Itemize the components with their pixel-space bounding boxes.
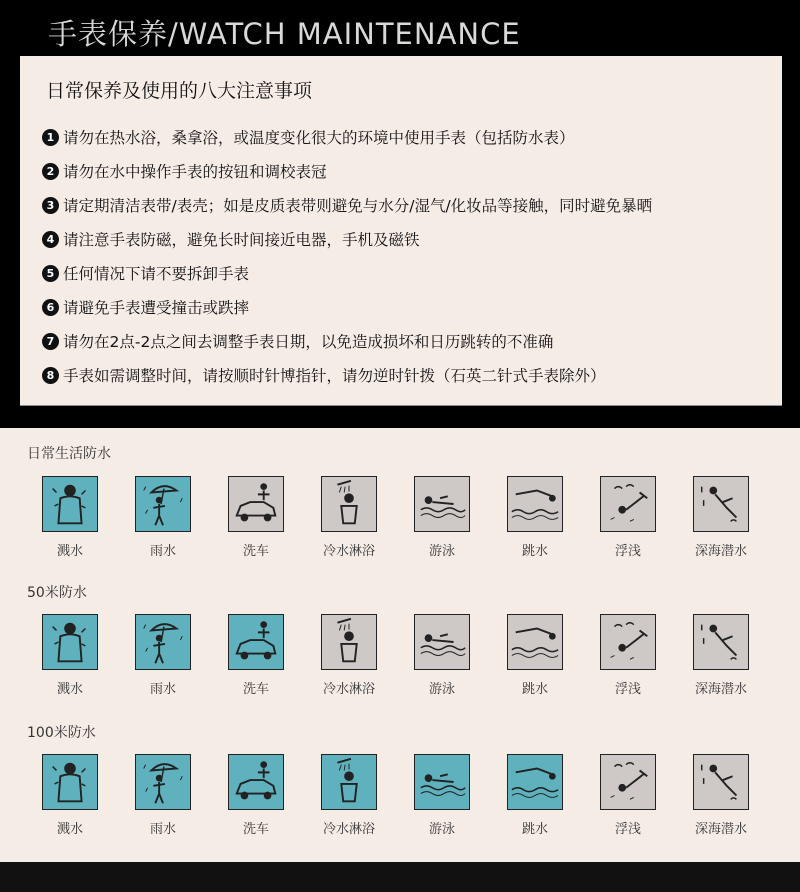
snorkeling-icon [600,754,656,810]
cold-shower-icon [321,754,377,810]
number-badge: 7 [42,333,59,350]
deep-sea-diving-icon [693,614,749,670]
diving-icon [507,476,563,532]
activity-cell [210,614,302,697]
divider [20,405,782,406]
activity-cell [582,754,674,837]
rain-umbrella-icon [135,476,191,532]
snorkeling-icon [600,476,656,532]
splash-icon [42,614,98,670]
activity-cell [210,754,302,837]
swimming-icon [414,476,470,532]
activity-cell [117,754,209,837]
notice-item [42,324,652,358]
splash-icon [42,754,98,810]
activity-cell [582,614,674,697]
activity-label: 深海潜水 [694,544,747,559]
swimming-icon [414,614,470,670]
page-title: 手表保养/WATCH MAINTENANCE [48,17,521,51]
notice-item [42,256,652,290]
number-badge: 2 [42,163,59,180]
cold-shower-icon [321,476,377,532]
activity-cell [303,614,395,697]
swimming-icon [414,754,470,810]
activity-label: 浮浅 [614,544,641,559]
number-badge: 4 [42,231,59,248]
activity-cell [303,476,395,559]
activity-cell [489,476,581,559]
activity-cell [675,754,767,837]
level-label-daily: 日常生活防水 [27,446,111,462]
activity-label: 洗车 [242,682,269,697]
activity-label: 游泳 [428,544,455,559]
level-label-50m: 50米防水 [27,585,87,601]
notice-item [42,154,652,188]
notice-text: 请注意手表防磁，避免长时间接近电器，手机及磁铁 [63,231,420,249]
activity-label: 洗车 [242,822,269,837]
splash-icon [42,476,98,532]
activity-cell [396,754,488,837]
activity-label: 深海潜水 [694,682,747,697]
activity-label: 雨水 [149,544,176,559]
notice-item [42,188,652,222]
number-badge: 3 [42,197,59,214]
notice-text: 请勿在水中操作手表的按钮和调校表冠 [63,163,327,181]
activity-label: 雨水 [149,822,176,837]
number-badge: 8 [42,367,59,384]
level-row-daily [0,476,800,576]
car-wash-icon [228,614,284,670]
activity-label: 游泳 [428,682,455,697]
activity-label: 浮浅 [614,682,641,697]
deep-sea-diving-icon [693,754,749,810]
activity-label: 冷水淋浴 [322,544,375,559]
activity-cell [582,476,674,559]
activity-cell [489,614,581,697]
activity-cell [117,476,209,559]
activity-cell [117,614,209,697]
number-badge: 1 [42,129,59,146]
activity-label: 雨水 [149,682,176,697]
notice-panel [20,56,782,406]
activity-label: 溅水 [56,822,83,837]
notice-title: 日常保养及使用的八大注意事项 [46,80,313,102]
diving-icon [507,754,563,810]
footer-bar [0,862,800,892]
activity-label: 溅水 [56,544,83,559]
activity-cell [24,754,116,837]
cold-shower-icon [321,614,377,670]
snorkeling-icon [600,614,656,670]
level-row-50m [0,614,800,714]
activity-label: 跳水 [521,682,548,697]
activity-cell [675,614,767,697]
activity-cell [396,614,488,697]
header-band [0,0,800,428]
notice-text: 请勿在热水浴，桑拿浴，或温度变化很大的环境中使用手表（包括防水表） [63,129,575,147]
rain-umbrella-icon [135,754,191,810]
notice-item [42,222,652,256]
car-wash-icon [228,476,284,532]
notice-text: 任何情况下请不要拆卸手表 [63,265,250,283]
activity-label: 跳水 [521,544,548,559]
activity-cell [24,614,116,697]
activity-label: 冷水淋浴 [322,682,375,697]
activity-cell [210,476,302,559]
notice-text: 手表如需调整时间，请按顺时针博指针，请勿逆时针拨（石英二针式手表除外） [63,367,606,385]
activity-label: 洗车 [242,544,269,559]
notice-item [42,290,652,324]
activity-cell [24,476,116,559]
activity-label: 跳水 [521,822,548,837]
notice-text: 请勿在2点-2点之间去调整手表日期，以免造成损坏和日历跳转的不准确 [63,333,554,351]
activity-label: 溅水 [56,682,83,697]
level-label-100m: 100米防水 [27,725,96,741]
rain-umbrella-icon [135,614,191,670]
notice-item [42,358,652,392]
activity-label: 深海潜水 [694,822,747,837]
car-wash-icon [228,754,284,810]
activity-cell [303,754,395,837]
activity-label: 浮浅 [614,822,641,837]
activity-label: 冷水淋浴 [322,822,375,837]
activity-cell [396,476,488,559]
number-badge: 5 [42,265,59,282]
number-badge: 6 [42,299,59,316]
notice-text: 请避免手表遭受撞击或跌摔 [63,299,250,317]
notice-list [42,120,652,392]
diving-icon [507,614,563,670]
level-row-100m [0,754,800,854]
activity-cell [489,754,581,837]
deep-sea-diving-icon [693,476,749,532]
activity-label: 游泳 [428,822,455,837]
activity-cell [675,476,767,559]
notice-item [42,120,652,154]
notice-text: 请定期清洁表带/表壳；如是皮质表带则避免与水分/湿气/化妆品等接触，同时避免暴晒 [63,197,653,215]
